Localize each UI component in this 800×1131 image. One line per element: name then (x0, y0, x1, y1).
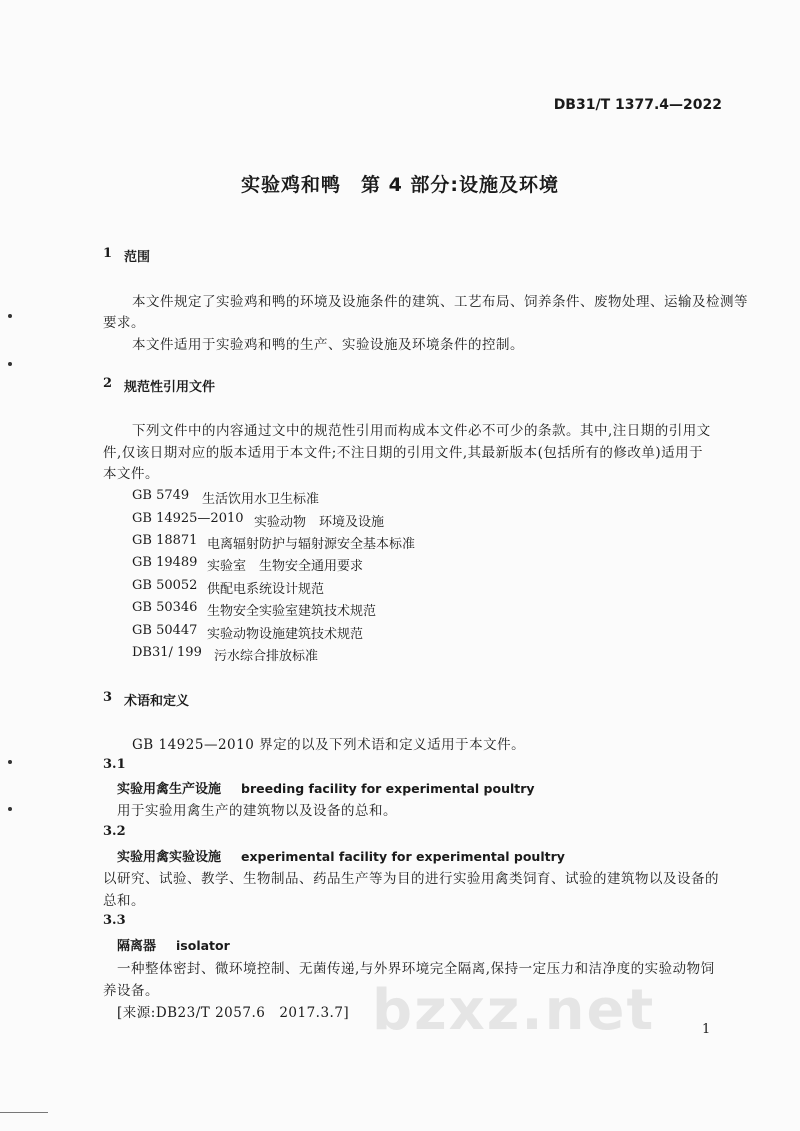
reference-code: GB 50447 (132, 623, 198, 638)
term-heading (117, 846, 565, 865)
term-chinese: 实验用禽实验设施 (117, 850, 222, 865)
scan-mark (8, 807, 12, 811)
reference-item (132, 533, 416, 552)
scan-mark (8, 760, 12, 764)
section-2-number: 2 (103, 376, 113, 391)
reference-code: GB 50052 (132, 578, 198, 593)
reference-title: 实验动物 环境及设施 (254, 515, 385, 530)
term-english: breeding facility for experimental poultry (241, 781, 535, 796)
term-definition-continued: 养设备。 (103, 983, 159, 999)
reference-code: GB 5749 (132, 488, 190, 503)
section-3-title: 术语和定义 (124, 694, 190, 709)
reference-title: 实验室 生物安全通用要求 (207, 559, 364, 574)
term-heading (117, 778, 535, 797)
watermark: bzxz.net (372, 978, 656, 1043)
reference-title: 电离辐射防护与辐射源安全基本标准 (207, 537, 416, 552)
standard-number: DB31/T 1377.4—2022 (553, 97, 722, 113)
term-english: isolator (176, 938, 230, 953)
section-1-number: 1 (103, 246, 113, 261)
scan-mark (8, 362, 12, 366)
normative-intro-line-1: 下列文件中的内容通过文中的规范性引用而构成本文件必不可少的条款。其中,注日期的引用文 (132, 423, 711, 439)
reference-code: GB 14925—2010 (132, 511, 244, 526)
reference-code: DB31/ 199 (132, 645, 202, 660)
reference-item (132, 645, 319, 664)
clause-number: 3.3 (103, 913, 126, 928)
clause-number: 3.2 (103, 824, 126, 839)
term-definition: 一种整体密封、微环境控制、无菌传递,与外界环境完全隔离,保持一定压力和洁净度的实验动物饲 (117, 961, 715, 977)
terms-intro: GB 14925—2010 界定的以及下列术语和定义适用于本文件。 (132, 737, 526, 753)
scope-paragraph-2: 本文件适用于实验鸡和鸭的生产、实验设施及环境条件的控制。 (132, 337, 524, 353)
term-source: [来源:DB23/T 2057.6 2017.3.7] (117, 1005, 350, 1021)
reference-code: GB 19489 (132, 555, 198, 570)
section-1-title: 范围 (124, 250, 151, 265)
normative-intro-line-3: 本文件。 (103, 466, 159, 482)
term-heading (117, 935, 230, 954)
normative-intro-line-2: 件,仅该日期对应的版本适用于本文件;不注日期的引用文件,其最新版本(包括所有的修改单)适用于 (103, 445, 704, 461)
reference-title: 生活饮用水卫生标准 (202, 492, 320, 507)
scan-edge-line (0, 1112, 48, 1113)
reference-code: GB 18871 (132, 533, 198, 548)
reference-title: 实验动物设施建筑技术规范 (207, 627, 364, 642)
reference-item (132, 578, 325, 597)
section-2-title: 规范性引用文件 (124, 380, 216, 395)
term-definition-continued: 总和。 (103, 893, 145, 909)
term-english: experimental facility for experimental poultry (241, 849, 565, 864)
reference-code: GB 50346 (132, 600, 198, 615)
scope-paragraph-1-line-1: 本文件规定了实验鸡和鸭的环境及设施条件的建筑、工艺布局、饲养条件、废物处理、运输及检测等 (132, 294, 748, 310)
reference-item (132, 555, 364, 574)
clause-number: 3.1 (103, 757, 126, 772)
reference-item (132, 600, 377, 619)
term-chinese: 隔离器 (117, 939, 157, 954)
page-number: 1 (702, 1022, 711, 1037)
reference-item (132, 511, 385, 530)
document-title: 实验鸡和鸭 第 4 部分:设施及环境 (240, 174, 560, 196)
reference-item (132, 623, 364, 642)
term-chinese: 实验用禽生产设施 (117, 782, 222, 797)
reference-title: 供配电系统设计规范 (207, 582, 325, 597)
reference-title: 污水综合排放标准 (214, 649, 319, 664)
section-3-number: 3 (103, 690, 113, 705)
term-definition: 以研究、试验、教学、生物制品、药品生产等为目的进行实验用禽类饲育、试验的建筑物以及设备的 (103, 871, 719, 887)
term-definition: 用于实验用禽生产的建筑物以及设备的总和。 (117, 803, 397, 819)
scan-mark (8, 314, 12, 318)
reference-item (132, 488, 320, 507)
scope-paragraph-1-line-2: 要求。 (103, 315, 145, 331)
reference-title: 生物安全实验室建筑技术规范 (207, 604, 377, 619)
